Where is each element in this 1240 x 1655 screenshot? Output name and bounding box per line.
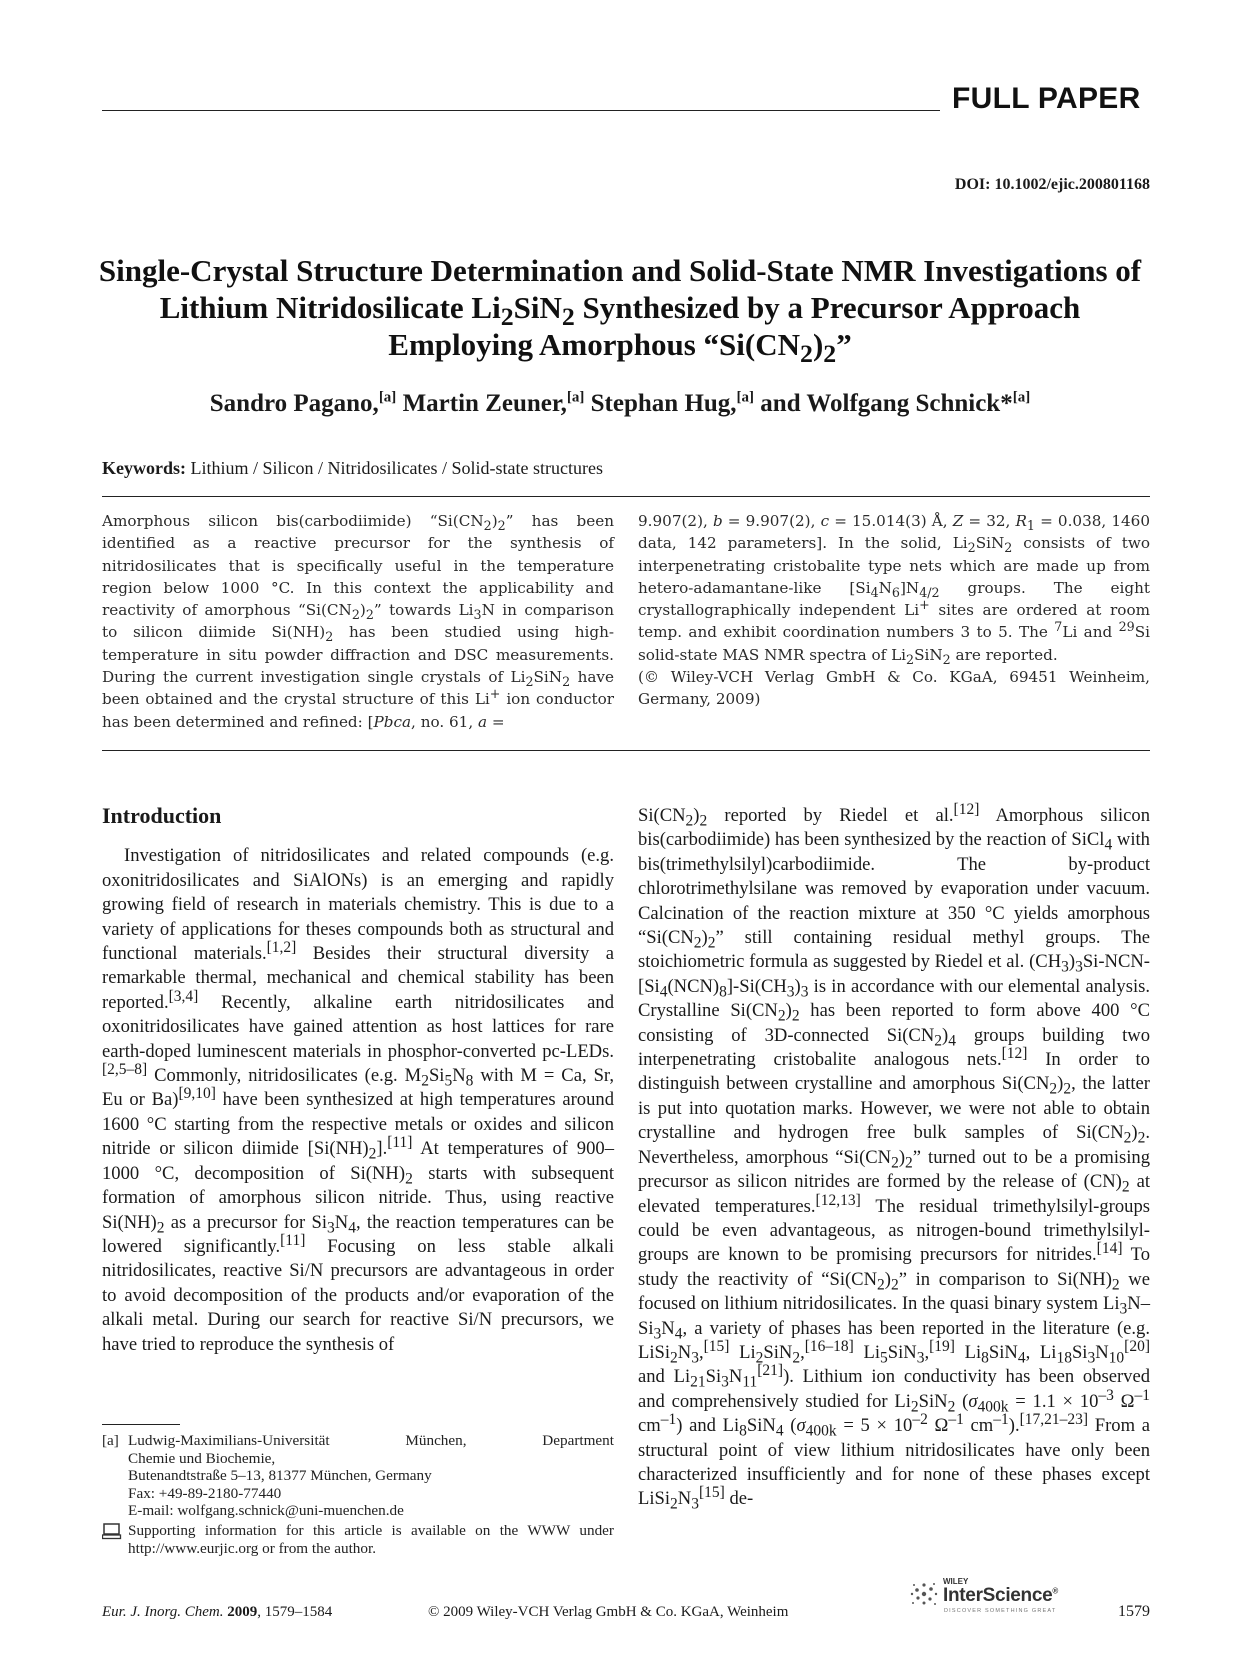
- abstract-bottom-rule: [102, 750, 1150, 751]
- author-email: E-mail: wolfgang.schnick@uni-muenchen.de: [128, 1502, 404, 1520]
- keywords: Keywords: Lithium / Silicon / Nitridosilicates / Solid-state structures: [102, 458, 603, 478]
- doi: DOI: 10.1002/ejic.200801168: [954, 176, 1150, 193]
- abstract-left: Amorphous silicon bis(carbodiimide) “$Si(CN_2)_2$” has been identified as a reactive precursor for the synthesis of nitridosilicates that is specifically useful in the temperature region below 1000 °C. In this context the applicability and reactivity of amorphous “$Si(CN_2)_2$” towards $Li_3N$ in comparison to silicon diimide $Si(NH)_2$ has been studied using high-temperature in situ powder diffraction and DSC measurements. During the current investigation single crystals of $Li_2SiN_2$ have been obtained and the crystal structure of this Li+ ion conductor has been determined and refined: [Pbca, no. 61, a =: [102, 512, 615, 731]
- footer-copyright: © 2009 Wiley-VCH Verlag GmbH & Co. KGaA, Weinheim: [428, 1604, 789, 1620]
- footnotes: [102, 1432, 614, 1557]
- paper-title: Single-Crystal Structure Determination and Solid-State NMR Investigations of Lithium Nitridosilicate $Li_2SiN_2$ Synthesized by a Precursor Approach Employing Amorphous “$Si(CN_2)_2$”: [98, 253, 1142, 369]
- affiliation-footnote: [a] Ludwig-Maximilians-Universität München, Department Chemie und Biochemie, Butenandtstraße 5–13, 81377 München, Germany Fax: +49-89-2180-77440 E-mail: wolfgang.schnick@uni-muenchen.de: [102, 1432, 614, 1520]
- header-rule: [102, 110, 940, 111]
- abstract-copyright: (© Wiley-VCH Verlag GmbH & Co. KGaA, 69451 Weinheim, Germany, 2009): [638, 668, 1150, 709]
- logo-tagline: DISCOVER SOMETHING GREAT: [944, 1608, 1057, 1614]
- abstract-right: 9.907(2), b = 9.907(2), c = 15.014(3) Å, Z = 32, $R_1 = 0.038$, 1460 data, 142 parameters]. In the solid, $Li_2SiN_2$ consists of two interpenetrating cristobalite type nets which are made up from hetero-adamantane-like $[Si_4N_6]N_{4/2}$ groups. The eight crystallographically independent Li+ sites are ordered at room temp. and exhibit coordination numbers 3 to 5. The $^7$Li and $^{29}$Si solid-state MAS NMR spectra of $Li_2SiN_2$ are reported. (© Wiley-VCH Verlag GmbH & Co. KGaA, 69451 Weinheim, Germany, 2009): [638, 510, 1150, 711]
- journal-citation: Eur. J. Inorg. Chem. 2009, 1579–1584: [102, 1604, 333, 1620]
- section-label: FULL PAPER: [952, 82, 1141, 115]
- intro-paragraph-cont: $Si(CN_2)_2$ reported by Riedel et al.[12] Amorphous silicon bis(carbodiimide) has been synthesized by the reaction of SiCl$_4$ with bis(trimethylsilyl)carbodiimide. The by-product chlorotrimethylsilane was removed by evaporation under vacuum. Calcination of the reaction mixture at 350 °C yields amorphous “$Si(CN_2)_2$” still containing residual methyl groups. The stoichiometric formula as suggested by Riedel et al. $(CH_3)_3Si-NCN-[Si_4(NCN)_8]-Si(CH_3)_3$ is in accordance with our elemental analysis. Crystalline $Si(CN_2)_2$ has been reported to form above 400 °C consisting of 3D-connected $Si(CN_2)_4$ groups building two interpenetrating cristobalite analogous nets.[12] In order to distinguish between crystalline and amorphous $Si(CN_2)_2$, the latter is put into quotation marks. However, we were not able to obtain crystalline and hydrogen free bulk samples of $Si(CN_2)_2$. Nevertheless, amorphous “$Si(CN_2)_2$” turned out to be a promising precursor as silicon nitrides are formed by the release of $(CN)_2$ at elevated temperatures.[12,13] The residual trimethylsilyl-groups could be even advantageous, as nitrogen-bound trimethylsilyl-groups are known to be promising precursors for nitrides.[14] To study the reactivity of “$Si(CN_2)_2$” in comparison to $Si(NH)_2$ we focused on lithium nitridosilicates. In the quasi binary system $Li_3N-Si_3N_4$, a variety of phases has been reported in the literature (e.g. $LiSi_2N_3,[15]$ $Li_2SiN_2,[16-18]$ $Li_5SiN_3,[19]$ $Li_8SiN_4$, $Li_{18}Si_3N_{10}[20]$ and $Li_{21}Si_3N_{11}[21]$). Lithium ion conductivity has been observed and comprehensively studied for $Li_2SiN_2$ ($\sigma_{400k} = 1.1 \times 10^{-3}$ $\Omega^{-1}$ $cm^{-1}$) and $Li_8SiN_4$ ($\sigma_{400k} = 5 \times 10^{-2}$ $\Omega^{-1}$ $cm^{-1}).[17,21-23]$ From a structural point of view lithium nitridosilicates have only been characterized insufficiently and for none of these phases except $LiSi_2N_3[15]$ de-: [638, 800, 1151, 1514]
- author-list: Sandro Pagano,[a] Martin Zeuner,[a] Stephan Hug,[a] and Wolfgang Schnick*[a]: [209, 389, 1031, 417]
- logo-text: InterScience®: [943, 1585, 1059, 1606]
- computer-icon: [102, 1522, 128, 1557]
- section-heading: Introduction: [102, 803, 222, 828]
- abstract-top-rule: [102, 496, 1150, 497]
- intro-right-column: [638, 800, 1151, 1514]
- supporting-info-footnote: Supporting information for this article is available on the WWW under http://www.eurjic.org or from the author.: [102, 1522, 614, 1557]
- intro-left-column: [102, 804, 614, 1357]
- page-number: 1579: [1118, 1603, 1150, 1620]
- logo-wiley: WILEY: [943, 1577, 969, 1586]
- intro-paragraph: Investigation of nitridosilicates and related compounds (e.g. oxonitridosilicates and SiAlONs) is an emerging and rapidly growing field of research in materials chemistry. This is due to a variety of applications for theses compounds both as structural and functional materials.[1,2] Besides their structural diversity a remarkable thermal, mechanical and chemical stability has been reported.[3,4] Recently, alkaline earth nitridosilicates and oxonitridosilicates have gained attention as host lattices for rare earth-doped luminescent materials in phosphor-converted pc-LEDs.[2,5–8] Commonly, nitridosilicates (e.g. $M_2Si_5N_8$ with M = Ca, Sr, Eu or Ba)[9,10] have been synthesized at high temperatures around 1600 °C starting from the respective metals or oxides and silicon nitride or silicon diimide $[Si(NH)_2].[11]$ At temperatures of 900–1000 °C, decomposition of $Si(NH)_2$ starts with subsequent formation of amorphous silicon nitride. Thus, using reactive $Si(NH)_2$ as a precursor for $Si_3N_4$, the reaction temperatures can be lowered significantly.[11] Focusing on less stable alkali nitridosilicates, reactive Si/N precursors are advantageous in order to avoid decomposition of the products and/or evaporation of the alkali metal. During our search for reactive Si/N precursors, we have tried to reproduce the synthesis of: [102, 845, 615, 1355]
- footnote-rule: [102, 1424, 180, 1425]
